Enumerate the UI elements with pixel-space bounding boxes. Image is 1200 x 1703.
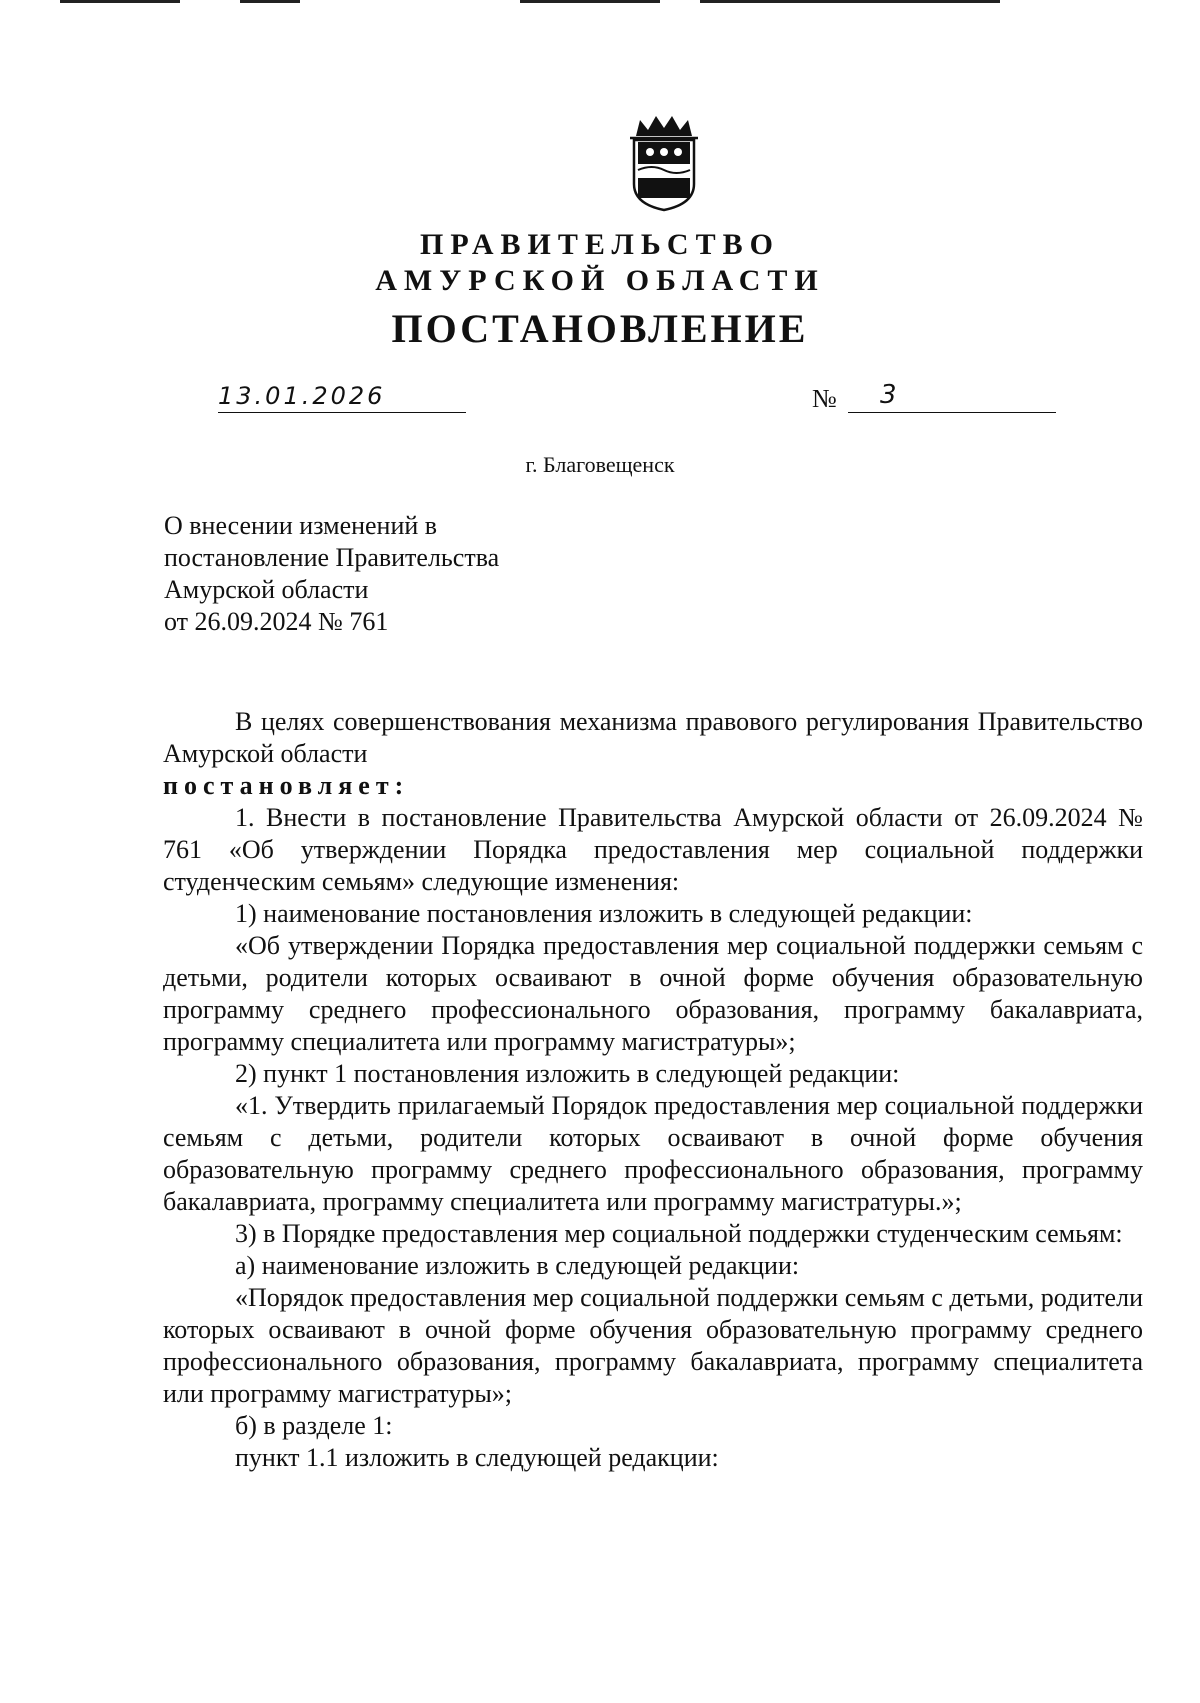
document-subject — [164, 510, 499, 638]
document-body — [163, 706, 1143, 1474]
subject-line: от 26.09.2024 № 761 — [164, 607, 389, 636]
government-name-line2: АМУРСКОЙ ОБЛАСТИ — [375, 264, 825, 297]
body-paragraph: 2) пункт 1 постановления изложить в следующей редакции: — [235, 1059, 900, 1088]
body-paragraph: пункт 1.1 изложить в следующей редакции: — [235, 1443, 719, 1472]
body-paragraph: 1. Внести в постановление Правительства Амурской области от 26.09.2024 № 761 «Об утверждении Порядка предоставления мер социальной поддержки студенческим семьям» следующие изменения: — [163, 803, 1143, 896]
coat-of-arms-icon — [626, 114, 702, 212]
number-label: № — [812, 384, 837, 413]
body-paragraph: 1) наименование постановления изложить в следующей редакции: — [235, 899, 973, 928]
body-paragraph: «Об утверждении Порядка предоставления мер социальной поддержки семьям с детьми, родители которых осваивают в очной форме обучения образовательную программу среднего профессионального образования, программу бакалавриата, программу специалитета или программу магистратуры»; — [163, 931, 1143, 1056]
scan-edge-mark — [700, 0, 1000, 3]
body-paragraph: «1. Утвердить прилагаемый Порядок предоставления мер социальной поддержки семьям с детьми, родители которых осваивают в очной форме обучения образовательную программу среднего профессионального образования, программу бакалавриата, программу специалитета или программу магистратуры.»; — [163, 1091, 1143, 1216]
body-paragraph: а) наименование изложить в следующей редакции: — [235, 1251, 800, 1280]
date-field — [218, 380, 466, 413]
document-number: 3 — [880, 380, 897, 410]
number-field — [848, 380, 1056, 413]
document-date: 13.01.2026 — [218, 382, 386, 410]
city: г. Благовещенск — [525, 452, 675, 477]
preamble-paragraph: В целях совершенствования механизма правового регулирования Правительство Амурской области — [163, 707, 1143, 768]
body-paragraph: «Порядок предоставления мер социальной поддержки семьям с детьми, родители которых осваивают в очной форме обучения образовательную программу среднего профессионального образования, программу бакалавриата, программу специалитета или программу магистратуры»; — [163, 1283, 1143, 1408]
body-paragraph: 3) в Порядке предоставления мер социальной поддержки студенческим семьям: — [235, 1219, 1123, 1248]
scan-edge-mark — [240, 0, 300, 3]
subject-line: постановление Правительства — [164, 543, 500, 572]
document-type: ПОСТАНОВЛЕНИЕ — [391, 306, 809, 351]
resolves-word: постановляет: — [163, 771, 410, 800]
scan-edge-mark — [60, 0, 180, 3]
subject-line: Амурской области — [164, 575, 369, 604]
scan-edge-mark — [520, 0, 660, 3]
government-name-line1: ПРАВИТЕЛЬСТВО — [420, 228, 780, 261]
body-paragraph: б) в разделе 1: — [235, 1411, 393, 1440]
subject-line: О внесении изменений в — [164, 511, 438, 540]
